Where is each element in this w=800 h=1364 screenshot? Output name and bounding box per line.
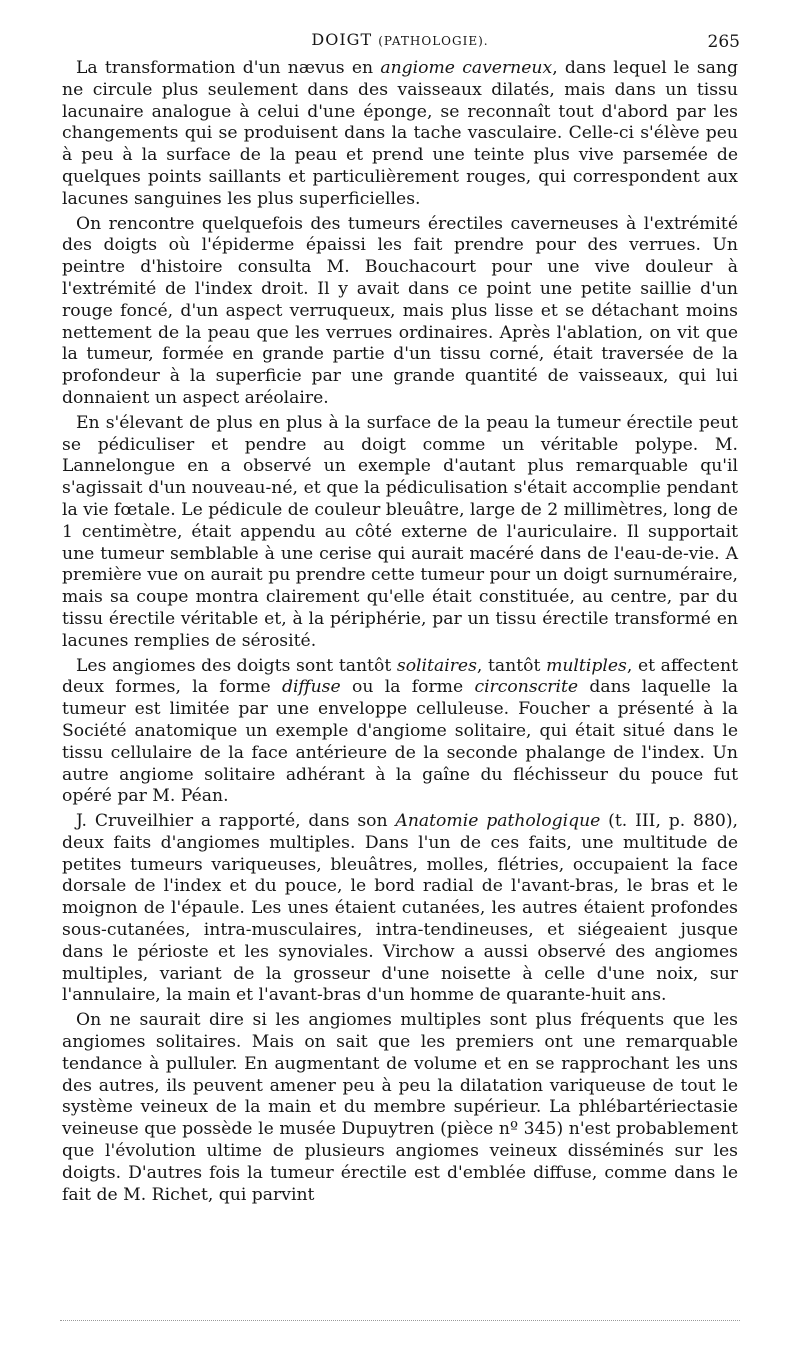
paragraph: [62, 811, 738, 1007]
paragraph: [62, 1010, 738, 1206]
paragraph: [62, 656, 738, 809]
running-title-subtitle: (PATHOLOGIE).: [378, 34, 489, 48]
italic-term: Anatomie pathologique: [395, 811, 601, 832]
text-run: On ne saurait dire si les angiomes multiples sont plus fréquents que les angiomes solitaires. Mais on sait que les premiers ont une remarquable tendance à pulluler. En augmentant de volume et en se rapprochant les uns des autres, ils peuvent amener peu à peu la dilatation variqueuse de tout le système veineux de la main et du membre supérieur. La phlébartériectasie veineuse que possède le musée Dupuytren (pièce nº 345) n'est probablement que l'évolution ultime de plusieurs angiomes veineux disséminés sur les doigts. D'autres fois la tumeur érectile est d'emblée diffuse, comme dans le fait de M. Richet, qui parvint: [62, 1010, 738, 1205]
text-run: (t. III, p. 880), deux faits d'angiomes multiples. Dans l'un de ces faits, une multitude de petites tumeurs variqueuses, bleuâtres, molles, flétries, occupaient la face dorsale de l'index et du pouce, le bord radial de l'avant-bras, le bras et le moignon de l'épaule. Les unes étaient cutanées, les autres étaient profondes sous-cutanées, intra-musculaires, intra-tendineuses, et siégeaient jusque dans le périoste et les synoviales. Virchow a aussi observé des angiomes multiples, variant de la grosseur d'une noisette à celle d'une noix, sur l'annulaire, la main et l'avant-bras d'un homme de quarante-huit ans.: [62, 811, 738, 1006]
italic-term: circonscrite: [474, 677, 579, 698]
paragraph: [62, 413, 738, 653]
text-run: On rencontre quelquefois des tumeurs érectiles caverneuses à l'extrémité des doigts où l'épiderme épaissi les fait prendre pour des verrues. Un peintre d'histoire consulta M. Bouchacourt pour une vive douleur à l'extrémité de l'index droit. Il y avait dans ce point une petite saillie d'un rouge foncé, d'un aspect verruqueux, mais plus lisse et se détachant moins nettement de la peau que les verrues ordinaires. Après l'ablation, on vit que la tumeur, formée en grande partie d'un tissu corné, était traversée de la profondeur à la superficie par une grande quantité de vaisseaux, qui lui donnaient un aspect aréolaire.: [62, 213, 738, 408]
text-run: La transformation d'un nævus en: [76, 58, 381, 78]
italic-term: diffuse: [281, 677, 341, 698]
page-body: [62, 58, 738, 1206]
italic-term: angiome caverneux: [380, 58, 553, 78]
italic-term: solitaires: [396, 655, 477, 676]
text-run: En s'élevant de plus en plus à la surface de la peau la tumeur érectile peut se pédiculiser et pendre au doigt comme un véritable polype. M. Lannelongue en a observé un exemple d'autant plus remarquable qu'il s'agissait d'un nouveau-né, et que la pédiculisation s'était accomplie pendant la vie fœtale. Le pédicule de couleur bleuâtre, large de 2 millimètres, long de 1 centimètre, était appendu au côté externe de l'auriculaire. Il supportait une tumeur semblable à une cerise qui aurait macéré dans de l'eau-de-vie. A première vue on aurait pu prendre cette tumeur pour un doigt surnuméraire, mais sa coupe montra clairement qu'elle était constituée, au centre, par du tissu érectile véritable et, à la périphérie, par un tissu érectile transformé en lacunes remplies de sérosité.: [62, 412, 738, 651]
text-run: J. Cruveilhier a rapporté, dans son: [76, 811, 396, 832]
text-run: ou la forme: [340, 677, 475, 698]
text-run: , dans lequel le sang ne circule plus seulement dans des vaisseaux dilatés, mais dans un tissu lacunaire analogue à celui d'une éponge, se reconnaît tout d'abord par les changements qui se produisent dans la tache vasculaire. Celle-ci s'élève peu à peu à la surface de la peau et prend une teinte plus vive parsemée de quelques points saillants et particulièrement rouges, qui correspondent aux lacunes sanguines les plus superficielles.: [62, 58, 738, 209]
text-run: Les angiomes des doigts sont tantôt: [76, 655, 397, 676]
text-run: , tantôt: [476, 655, 547, 676]
paragraph: [62, 214, 738, 410]
running-title: [60, 30, 740, 49]
paragraph: [62, 58, 738, 211]
text-run: dans laquelle la tumeur est limitée par une enveloppe celluleuse. Foucher a présenté à la Société anatomique un exemple d'angiome solitaire, qui était situé dans le tissu cellulaire de la face antérieure de la seconde phalange de l'index. Un autre angiome solitaire adhérant à la gaîne du fléchisseur du pouce fut opéré par M. Péan.: [62, 677, 738, 807]
footer-rule: [60, 1320, 740, 1321]
running-title-main: DOIGT: [311, 30, 373, 49]
page-header: [60, 30, 740, 56]
page-number: 265: [707, 32, 740, 52]
italic-term: multiples: [546, 655, 627, 676]
text-run: , et affectent deux formes, la forme: [62, 655, 738, 698]
